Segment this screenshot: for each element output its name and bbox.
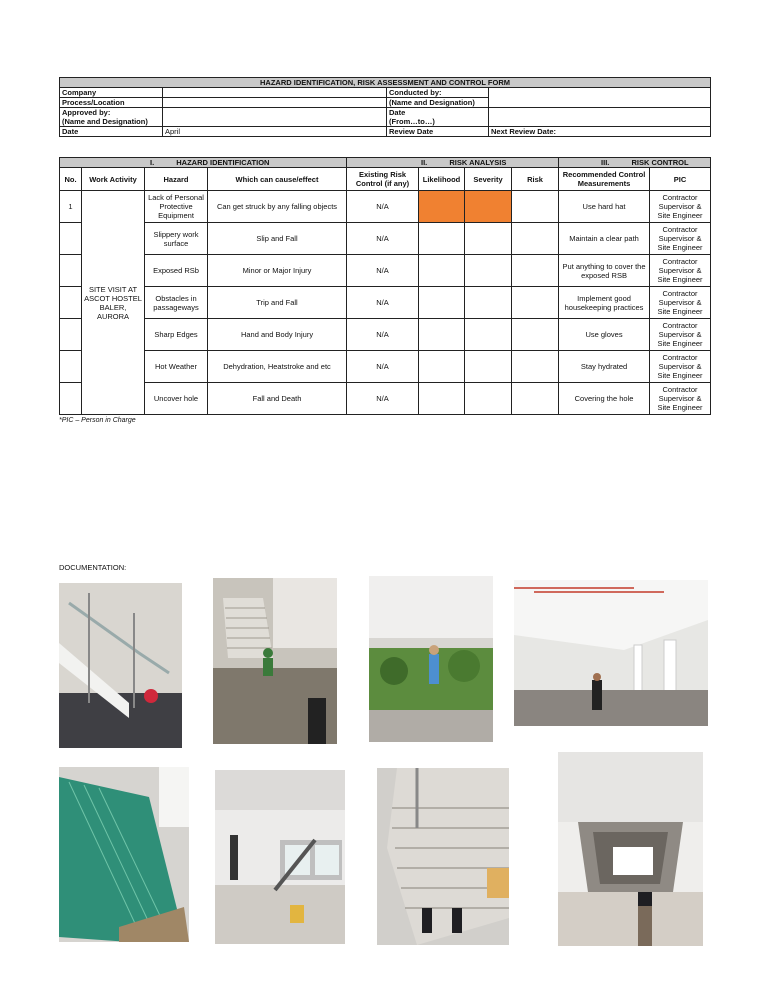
table-row <box>60 287 711 319</box>
photo-worker-outdoor <box>369 576 493 742</box>
section-hazard-label: HAZARD IDENTIFICATION <box>176 158 270 167</box>
section-control-label: RISK CONTROL <box>631 158 689 167</box>
col-risk: Risk <box>512 168 559 191</box>
row-likelihood <box>419 319 465 351</box>
row-severity <box>465 255 512 287</box>
row-cause: Can get struck by any falling objects <box>208 191 347 223</box>
approved-label-line1: Approved by: <box>62 108 111 117</box>
footnote: *PIC – Person in Charge <box>59 417 136 424</box>
row-hazard: Uncover hole <box>145 383 208 415</box>
row-risk <box>512 287 559 319</box>
approved-label-line2: (Name and Designation) <box>62 117 148 126</box>
row-recommended: Stay hydrated <box>559 351 650 383</box>
photo-staircase-railing <box>59 583 182 748</box>
row-hazard: Hot Weather <box>145 351 208 383</box>
col-existing-control: Existing Risk Control (if any) <box>347 168 419 191</box>
col-work-activity: Work Activity <box>82 168 145 191</box>
row-pic: Contractor Supervisor & Site Engineer <box>650 287 711 319</box>
row-likelihood <box>419 223 465 255</box>
date-value: April <box>163 127 387 137</box>
row-recommended: Put anything to cover the exposed RSB <box>559 255 650 287</box>
section-hazard-identification <box>60 158 347 168</box>
row-no <box>60 255 82 287</box>
row-risk <box>512 191 559 223</box>
conducted-label: Conducted by: <box>387 88 489 98</box>
table-row <box>60 351 711 383</box>
row-existing: N/A <box>347 255 419 287</box>
row-existing: N/A <box>347 191 419 223</box>
section-risk-control <box>559 158 711 168</box>
row-risk <box>512 223 559 255</box>
conducted-sublabel: (Name and Designation) <box>387 98 489 108</box>
row-no <box>60 383 82 415</box>
row-no <box>60 287 82 319</box>
company-value <box>163 88 387 98</box>
row-severity <box>465 287 512 319</box>
row-hazard: Sharp Edges <box>145 319 208 351</box>
row-pic: Contractor Supervisor & Site Engineer <box>650 319 711 351</box>
row-risk <box>512 319 559 351</box>
row-likelihood <box>419 351 465 383</box>
row-no <box>60 319 82 351</box>
table-row <box>60 191 711 223</box>
process-value <box>163 98 387 108</box>
row-pic: Contractor Supervisor & Site Engineer <box>650 255 711 287</box>
row-pic: Contractor Supervisor & Site Engineer <box>650 223 711 255</box>
company-label: Company <box>60 88 163 98</box>
row-severity <box>465 351 512 383</box>
row-recommended: Implement good housekeeping practices <box>559 287 650 319</box>
form-title: HAZARD IDENTIFICATION, RISK ASSESSMENT AND CONTROL FORM <box>60 78 711 88</box>
section-control-num: III. <box>601 158 610 167</box>
row-existing: N/A <box>347 287 419 319</box>
photo-room-window <box>215 770 345 944</box>
row-hazard: Lack of Personal Protective Equipment <box>145 191 208 223</box>
approved-label <box>60 108 163 127</box>
photo-uncovered-hole <box>558 752 703 946</box>
row-severity <box>465 191 512 223</box>
date-range-line1: Date <box>389 108 406 117</box>
row-severity <box>465 383 512 415</box>
section-risk-label: RISK ANALYSIS <box>449 158 507 167</box>
next-review-label: Next Review Date: <box>489 127 711 137</box>
conducted-value <box>489 88 711 108</box>
row-risk <box>512 351 559 383</box>
row-no <box>60 351 82 383</box>
form-header-table <box>59 77 711 137</box>
row-hazard: Exposed RSb <box>145 255 208 287</box>
row-pic: Contractor Supervisor & Site Engineer <box>650 191 711 223</box>
section-risk-num: II. <box>421 158 428 167</box>
table-row <box>60 223 711 255</box>
col-likelihood: Likelihood <box>419 168 465 191</box>
table-row <box>60 319 711 351</box>
col-severity: Severity <box>465 168 512 191</box>
row-likelihood <box>419 383 465 415</box>
col-pic: PIC <box>650 168 711 191</box>
row-risk <box>512 383 559 415</box>
date-range-label <box>387 108 489 127</box>
row-cause: Dehydration, Heatstroke and etc <box>208 351 347 383</box>
row-severity <box>465 319 512 351</box>
row-cause: Trip and Fall <box>208 287 347 319</box>
col-hazard: Hazard <box>145 168 208 191</box>
row-recommended: Maintain a clear path <box>559 223 650 255</box>
row-likelihood <box>419 287 465 319</box>
section-risk-analysis <box>347 158 559 168</box>
row-risk <box>512 255 559 287</box>
row-pic: Contractor Supervisor & Site Engineer <box>650 383 711 415</box>
row-likelihood <box>419 191 465 223</box>
row-recommended: Covering the hole <box>559 383 650 415</box>
date-range-line2: (From…to…) <box>389 117 435 126</box>
row-hazard: Slippery work surface <box>145 223 208 255</box>
row-existing: N/A <box>347 383 419 415</box>
row-pic: Contractor Supervisor & Site Engineer <box>650 351 711 383</box>
photo-stairs-down <box>377 768 509 945</box>
row-no <box>60 223 82 255</box>
date-range-value <box>489 108 711 127</box>
photo-corridor <box>514 580 708 726</box>
hazard-table <box>59 157 711 415</box>
row-severity <box>465 223 512 255</box>
col-cause: Which can cause/effect <box>208 168 347 191</box>
table-row <box>60 255 711 287</box>
row-existing: N/A <box>347 351 419 383</box>
row-cause: Slip and Fall <box>208 223 347 255</box>
work-activity-cell: SITE VISIT AT ASCOT HOSTEL BALER, AURORA <box>82 191 145 415</box>
row-cause: Fall and Death <box>208 383 347 415</box>
documentation-label: DOCUMENTATION: <box>59 563 127 572</box>
row-cause: Minor or Major Injury <box>208 255 347 287</box>
row-no: 1 <box>60 191 82 223</box>
approved-value <box>163 108 387 127</box>
row-recommended: Use gloves <box>559 319 650 351</box>
section-hazard-num: I. <box>150 158 155 167</box>
col-recommended: Recommended Control Measurements <box>559 168 650 191</box>
date-label: Date <box>60 127 163 137</box>
table-row <box>60 383 711 415</box>
review-date-label: Review Date <box>387 127 489 137</box>
row-existing: N/A <box>347 319 419 351</box>
process-label: Process/Location <box>60 98 163 108</box>
photo-glass-panels <box>59 767 189 942</box>
photo-stair-workers <box>213 578 337 744</box>
col-no: No. <box>60 168 82 191</box>
row-existing: N/A <box>347 223 419 255</box>
row-likelihood <box>419 255 465 287</box>
row-cause: Hand and Body Injury <box>208 319 347 351</box>
row-recommended: Use hard hat <box>559 191 650 223</box>
row-hazard: Obstacles in passageways <box>145 287 208 319</box>
